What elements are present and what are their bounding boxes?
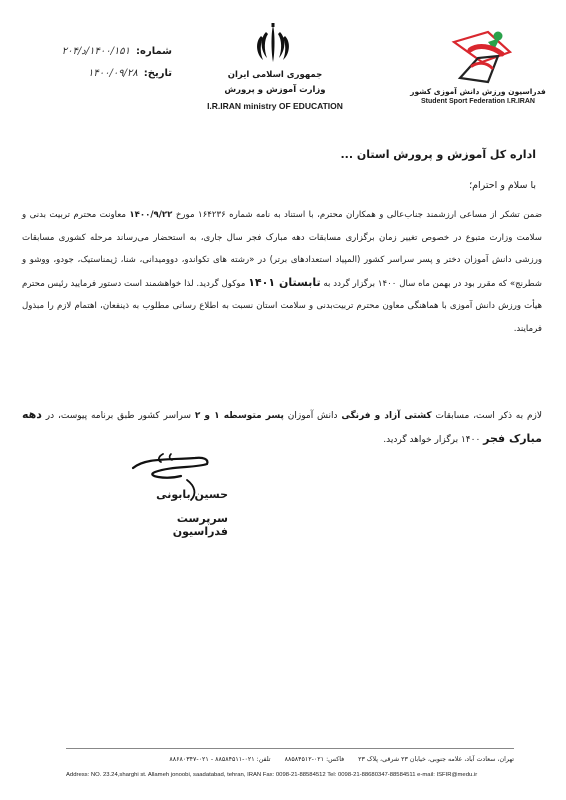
letter-date-label: تاریخ:: [143, 67, 172, 79]
signer-title: سرپرست فدراسیون: [172, 512, 228, 538]
paragraph-1-part-c: موکول گردید. لذا خواهشمند است دستور فرمایید رئیس محترم هیأت ورزش دانش آموزی با هماهنگی معاون محترم تربیت‌بدنی و سلامت استان نسبت به اطلاع رسانی مطلوب به ذینفعان، اهتمام لازم را مبذول فرمایند.: [22, 278, 542, 334]
letter-paragraph-1: [22, 204, 542, 340]
paragraph-1-date: ۱۴۰۰/۹/۲۲: [129, 210, 173, 220]
paragraph-2-fajr: دهه مبارک فجر: [22, 408, 542, 445]
ministry-name: وزارت آموزش و پرورش: [224, 85, 326, 95]
paragraph-2-part-c: سراسر کشور طبق برنامه پیوست، در: [41, 411, 195, 421]
footer-contact-fa: [66, 754, 514, 766]
letter-meta: [22, 40, 172, 84]
ministry-country: جمهوری اسلامی ایران: [227, 70, 323, 80]
federation-name: فدراسیون ورزش دانش آموزی کشور: [410, 87, 546, 96]
letter-salutation: با سلام و احترام؛: [469, 180, 536, 191]
federation-header: [408, 86, 548, 107]
paragraph-1-part-a: ضمن تشکر از مساعی ارزشمند جناب‌عالی و همکاران محترم، با استناد به نامه شماره ۱۶۴۲۳۶ مورخ: [172, 210, 542, 220]
footer-phone-fa: تلفن: ۰۲۱-۸۸۵۸۴۵۱۱ - ۰۲۱-۸۸۶۸۰۳۴۷: [169, 756, 271, 763]
signer-name: حسین بابونی: [156, 488, 228, 501]
ministry-name-en: I.R.IRAN ministry OF EDUCATION: [207, 101, 343, 111]
letter-number-label: شماره:: [136, 45, 172, 57]
iran-emblem-icon: [253, 22, 293, 66]
footer-divider: [66, 748, 514, 749]
paragraph-2-part-b: دانش آموزان: [283, 411, 342, 421]
federation-name-en: Student Sport Federation I.R.IRAN: [421, 98, 535, 105]
paragraph-2-wrestling: کشتی آزاد و فرنگی: [341, 411, 432, 421]
footer-fax-fa: فاکس: ۰۲۱-۸۸۵۸۴۵۱۲: [284, 756, 345, 763]
letter-date-row: [22, 62, 172, 84]
paragraph-2-part-d: ۱۴۰۰ برگزار خواهد گردید.: [383, 434, 484, 445]
letter-paragraph-2: [22, 404, 542, 451]
paragraph-1-part-b: معاونت محترم تربیت بدنی و سلامت وزارت متبوع در خصوص تغییر زمان برگزاری مسابقات دهه مبارک فجر سال جاری، به استحضار می‌رساند مرحله کشوری مسابقات ورزشی دانش آموزان دختر و پسر سراسر کشور (المپیاد استعدادهای برتر) در «رشته های تکواندو، دوومیدانی، شنا، ژیمناستیک، جودو، ووشو و شطرنج» که مقرر بود در بهمن ماه سال ۱۴۰۰ برگزار گردد به: [22, 210, 543, 289]
footer-address-fa: تهران، سعادت آباد، علامه جنوبی، خیابان ۲۳ شرقی، پلاک ۲۳: [358, 756, 514, 763]
letter-date-value: ۱۴۰۰/۰۹/۲۸: [88, 67, 138, 79]
letter-number-row: [22, 40, 172, 62]
handwritten-signature: [125, 450, 220, 520]
letter-addressee: اداره کل آموزش و پرورش استان ...: [340, 148, 536, 161]
paragraph-2-part-a: لازم به ذکر است، مسابقات: [431, 411, 543, 421]
paragraph-2-secondary: پسر متوسطه ۱ و ۲: [194, 411, 284, 421]
federation-logo-icon: [448, 28, 518, 88]
ministry-header: [200, 68, 350, 112]
letter-number-value: ۱۴۰۰/۱۵۱/د/۲۰۴: [61, 45, 131, 57]
footer-contact-en: Address: NO. 23.24,sharghi st. Allameh jonoobi, saadatabad, tehran, IRAN Fax: 0098-21-88584512 Tel: 0098-21-88680347-88584511 e-mail: ISFIR@medu.ir: [66, 772, 478, 778]
paragraph-1-summer-date: تابستان ۱۴۰۱: [248, 275, 321, 289]
